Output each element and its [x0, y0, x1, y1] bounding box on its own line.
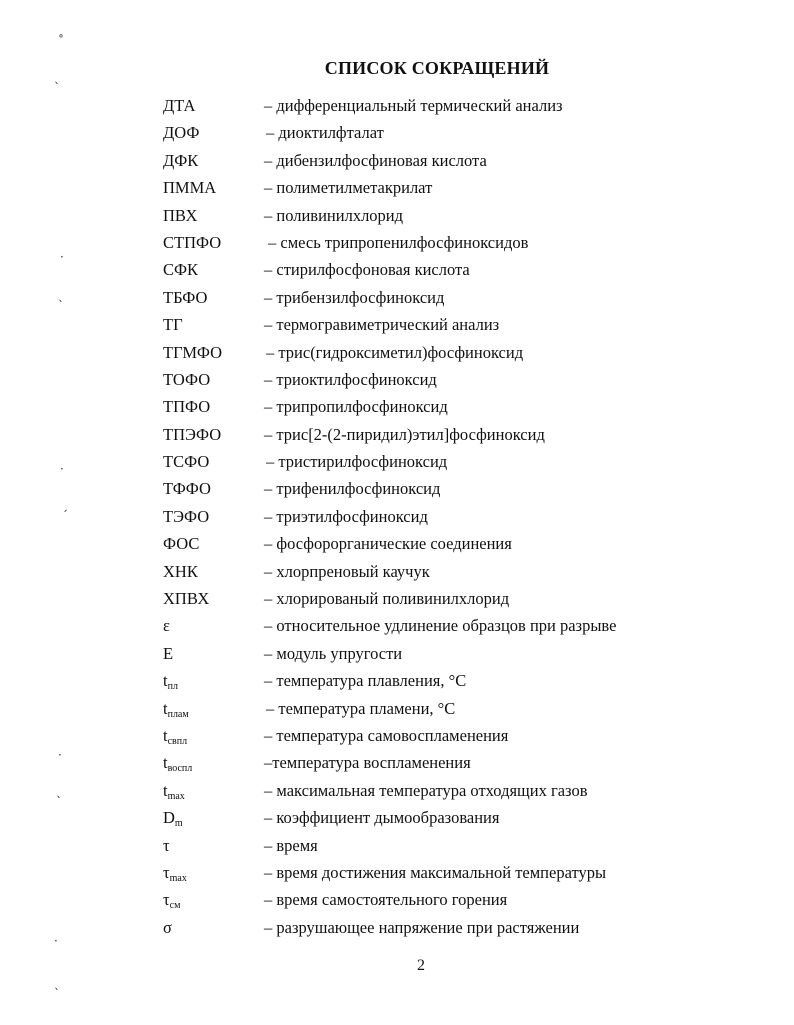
abbreviation-term	[163, 342, 222, 364]
abbreviation-row	[163, 889, 763, 916]
abbreviation-symbol: ХНК	[163, 561, 198, 581]
abbreviation-symbol: ТСФО	[163, 452, 210, 472]
abbreviation-term	[163, 150, 198, 172]
abbreviation-subscript: max	[169, 872, 187, 884]
abbreviation-definition: – время самостоятельного горения	[264, 890, 508, 910]
abbreviation-symbol: ХПВХ	[163, 589, 210, 609]
abbreviation-symbol: t	[163, 780, 168, 800]
scan-speck: ˚	[58, 34, 64, 48]
scan-speck: ·	[58, 748, 62, 762]
abbreviation-term	[163, 615, 170, 637]
abbreviation-term	[163, 752, 192, 774]
abbreviation-row	[163, 369, 763, 396]
abbreviation-term	[163, 369, 210, 391]
abbreviation-row	[163, 917, 763, 944]
abbreviation-definition: – дифференциальный термический анализ	[264, 96, 563, 115]
abbreviation-row	[163, 451, 763, 478]
abbreviation-term	[163, 424, 221, 446]
abbreviation-definition: – коэффициент дымообразования	[264, 808, 500, 828]
abbreviation-symbol: ТФФО	[163, 479, 211, 499]
abbreviation-definition: – температура пламени, °С	[266, 698, 456, 718]
abbreviation-definition: – диоктилфталат	[266, 123, 384, 143]
abbreviation-definition: – смесь трипропенилфосфиноксидов	[268, 232, 529, 252]
abbreviation-definition: – тристирилфосфиноксид	[266, 452, 448, 472]
abbreviation-definition: – трипропилфосфиноксид	[264, 397, 448, 417]
abbreviation-symbol: σ	[163, 917, 172, 937]
abbreviation-row	[163, 205, 763, 232]
abbreviation-row	[163, 862, 763, 889]
abbreviation-row	[163, 698, 763, 725]
abbreviation-term	[163, 643, 173, 665]
abbreviation-row	[163, 150, 763, 177]
abbreviation-definition: – полиметилметакрилат	[264, 178, 433, 198]
abbreviation-definition: – дибензилфосфиновая кислота	[264, 150, 487, 170]
abbreviation-definition: – трибензилфосфиноксид	[264, 287, 445, 307]
abbreviation-term	[163, 506, 209, 528]
abbreviation-definition: –температура воспламенения	[264, 753, 471, 773]
abbreviation-row	[163, 780, 763, 807]
abbreviation-subscript: свпл	[167, 735, 188, 747]
abbreviation-symbol: ТОФО	[163, 369, 211, 389]
abbreviation-definition: – время	[264, 835, 318, 855]
scan-speck: ˎ	[54, 976, 60, 990]
abbreviation-term	[163, 259, 198, 281]
abbreviation-term	[163, 862, 187, 884]
scan-speck: ·	[60, 250, 64, 264]
scan-speck: ˎ	[58, 288, 64, 302]
abbreviation-row	[163, 342, 763, 369]
abbreviation-row	[163, 396, 763, 423]
abbreviation-term	[163, 917, 172, 939]
abbreviation-term	[163, 588, 209, 610]
abbreviation-symbol: t	[163, 671, 168, 691]
abbreviation-row	[163, 424, 763, 451]
abbreviation-symbol: τ	[163, 890, 170, 910]
scan-speck: ˎ	[56, 784, 62, 798]
abbreviation-list	[163, 95, 763, 944]
scan-speck: ˎ	[54, 70, 60, 84]
abbreviation-term	[163, 95, 195, 117]
abbreviation-symbol: ТБФО	[163, 287, 208, 307]
abbreviation-subscript: см	[169, 900, 181, 912]
abbreviation-symbol: ДОФ	[163, 123, 200, 143]
abbreviation-symbol: τ	[163, 862, 170, 882]
abbreviation-definition: – триоктилфосфиноксид	[264, 369, 437, 389]
abbreviation-term	[163, 314, 183, 336]
abbreviation-term	[163, 451, 209, 473]
abbreviation-symbol: ТПЭФО	[163, 424, 222, 444]
abbreviation-term	[163, 232, 221, 254]
abbreviation-row	[163, 287, 763, 314]
abbreviation-symbol: t	[163, 698, 168, 718]
abbreviation-row	[163, 506, 763, 533]
abbreviation-definition: – стирилфосфоновая кислота	[264, 260, 470, 280]
abbreviation-definition: – хлорпреновый каучук	[264, 561, 430, 581]
abbreviation-symbol: ПВХ	[163, 205, 198, 225]
page-title: СПИСОК СОКРАЩЕНИЙ	[324, 58, 550, 78]
abbreviation-symbol: СТПФО	[163, 232, 222, 252]
abbreviation-term	[163, 177, 216, 199]
abbreviation-definition: – хлорированый поливинилхлорид	[264, 589, 510, 609]
page-number: 2	[417, 957, 425, 974]
abbreviation-symbol: ТПФО	[163, 397, 211, 417]
abbreviation-symbol: E	[163, 643, 174, 663]
abbreviation-row	[163, 177, 763, 204]
abbreviation-definition: – модуль упругости	[264, 643, 403, 663]
scan-speck: ˏ	[62, 498, 68, 512]
abbreviation-definition: – температура самовоспламенения	[264, 725, 509, 745]
abbreviation-symbol: D	[163, 808, 175, 828]
abbreviation-row	[163, 533, 763, 560]
abbreviation-definition: – трифенилфосфиноксид	[264, 479, 441, 499]
abbreviation-definition: – время достижения максимальной температуры	[264, 862, 607, 882]
abbreviation-term	[163, 889, 180, 911]
abbreviation-definition: – трис(гидроксиметил)фосфиноксид	[266, 342, 524, 362]
abbreviation-definition: – фосфорорганические соединения	[264, 534, 512, 554]
abbreviation-definition: – разрушающее напряжение при растяжении	[264, 917, 580, 937]
abbreviation-term	[163, 478, 211, 500]
abbreviation-row	[163, 478, 763, 505]
abbreviation-term	[163, 205, 197, 227]
abbreviation-symbol: ТЭФО	[163, 506, 210, 526]
abbreviation-symbol: ДТА	[163, 96, 196, 115]
abbreviation-row	[163, 725, 763, 752]
abbreviation-term	[163, 561, 198, 583]
scan-speck: ·	[54, 934, 58, 948]
scan-speck: ·	[60, 462, 64, 476]
abbreviation-term	[163, 533, 199, 555]
abbreviation-row	[163, 95, 763, 122]
abbreviation-symbol: τ	[163, 835, 170, 855]
abbreviation-symbol: СФК	[163, 260, 199, 280]
abbreviation-symbol: ПММА	[163, 178, 217, 198]
abbreviation-symbol: t	[163, 725, 168, 745]
abbreviation-definition: – термогравиметрический анализ	[264, 315, 500, 335]
abbreviation-symbol: ДФК	[163, 150, 199, 170]
abbreviation-row	[163, 643, 763, 670]
abbreviation-term	[163, 725, 187, 747]
abbreviation-symbol: ТГ	[163, 315, 183, 335]
abbreviation-symbol: ε	[163, 616, 170, 636]
abbreviation-term	[163, 835, 170, 857]
abbreviation-subscript: max	[167, 790, 185, 802]
abbreviation-row	[163, 588, 763, 615]
abbreviation-row	[163, 615, 763, 642]
abbreviation-symbol: ТГМФО	[163, 342, 223, 362]
abbreviation-term	[163, 287, 207, 309]
abbreviation-subscript: воспл	[167, 763, 193, 775]
abbreviation-row	[163, 232, 763, 259]
abbreviation-subscript: плам	[167, 708, 189, 720]
abbreviation-row	[163, 561, 763, 588]
abbreviation-term	[163, 670, 178, 692]
abbreviation-term	[163, 780, 185, 802]
abbreviation-definition: – относительное удлинение образцов при разрыве	[264, 616, 617, 636]
abbreviation-row	[163, 752, 763, 779]
abbreviation-row	[163, 835, 763, 862]
abbreviation-definition: – триэтилфосфиноксид	[264, 506, 428, 526]
abbreviation-symbol: ФОС	[163, 534, 200, 554]
abbreviation-definition: – максимальная температура отходящих газов	[264, 780, 588, 800]
abbreviation-definition: – температура плавления, °С	[264, 671, 467, 691]
abbreviation-subscript: пл	[167, 681, 178, 693]
abbreviation-subscript: m	[174, 818, 183, 830]
abbreviation-symbol: t	[163, 753, 168, 773]
abbreviation-row	[163, 314, 763, 341]
abbreviation-row	[163, 670, 763, 697]
abbreviation-row	[163, 259, 763, 286]
abbreviation-term	[163, 396, 210, 418]
abbreviation-term	[163, 698, 189, 720]
abbreviation-row	[163, 807, 763, 834]
abbreviation-definition: – трис[2-(2-пиридил)этил]фосфиноксид	[264, 424, 545, 444]
abbreviation-definition: – поливинилхлорид	[264, 205, 404, 225]
abbreviation-term	[163, 122, 199, 144]
abbreviation-row	[163, 122, 763, 149]
abbreviation-term	[163, 807, 183, 829]
